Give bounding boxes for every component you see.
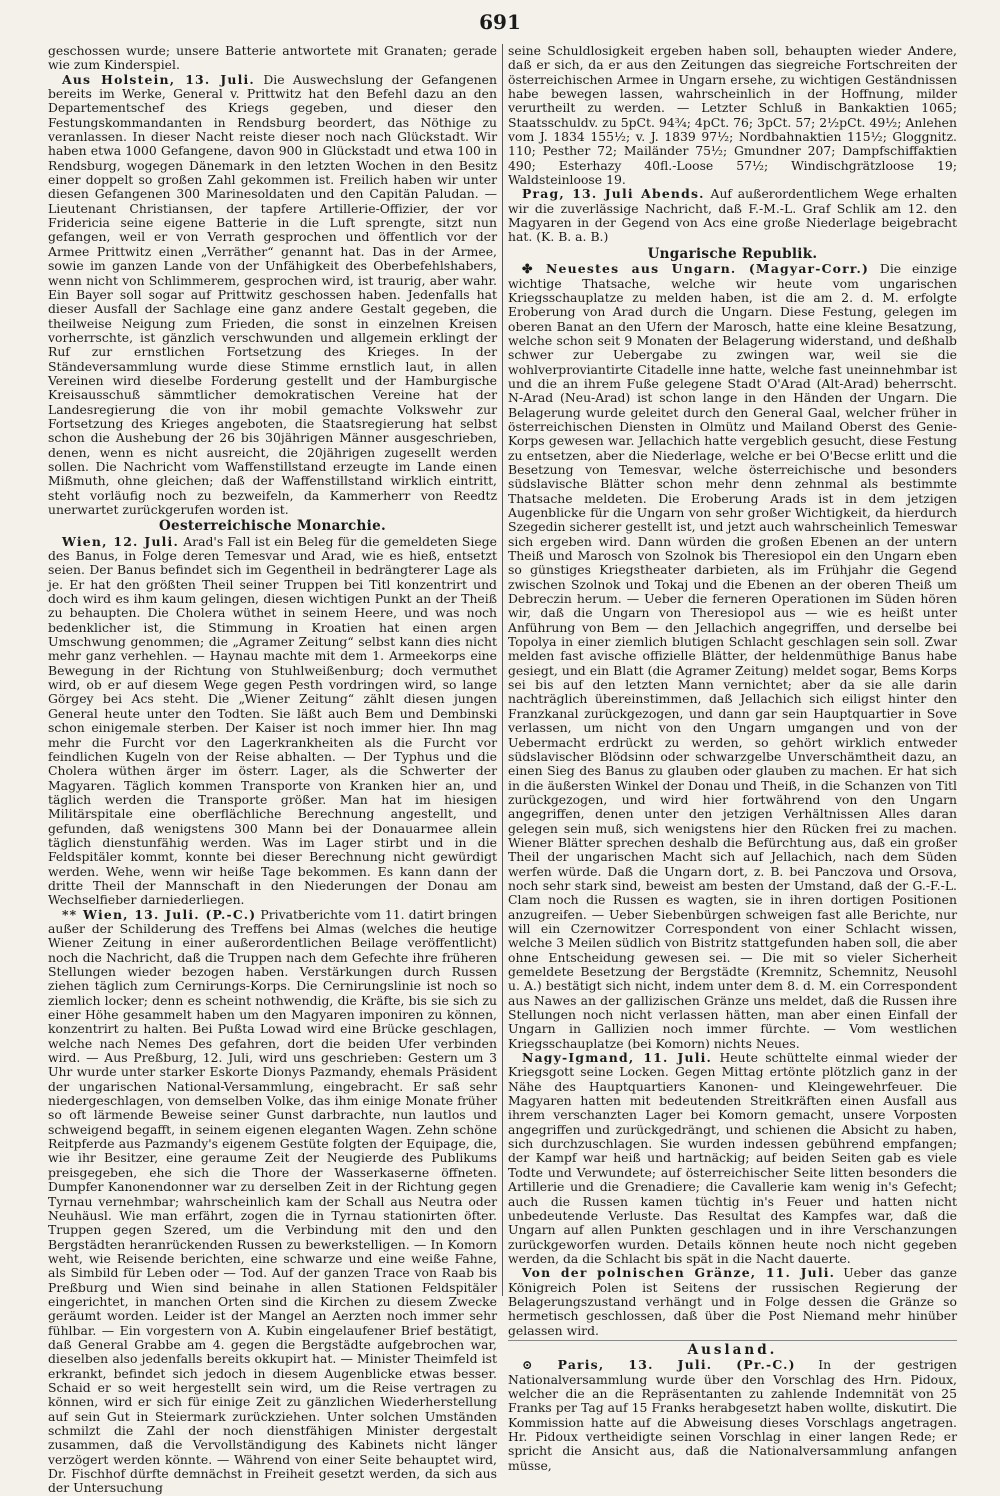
article-text: Privatberichte vom 11. datirt bringen außer der Schilderung des Treffens bei Almas (welches die heutige Wiener Zeitung in einer außerordentlichen Beilage veröffentlicht) noch die Nachricht, daß die Truppen nach dem Gefechte ihre früheren Stellungen wieder bezogen haben. Verstärkungen durch Russen ziehen täglich zum Cernirungs-Korps. Die Cernirungslinie ist noch so ziemlich locker; denn es scheint nothwendig, die Kräfte, bis sie sich zu einer Höhe gesammelt haben um den Magyaren imponiren zu können, konzentrirt zu halten. Bei Pußta Lowad wird eine Brücke geschlagen, welche nach Nemes Des gefahren, dort die beiden Ufer verbinden wird. — Aus Preßburg, 12. Juli, wird uns geschrieben: Gestern um 3 Uhr wurde unter starker Eskorte Dionys Pazmandy, ehemals Präsident der ungarischen National-Versammlung, eingebracht. Er saß sehr niedergeschlagen, von demselben Volke, das ihm einige Monate früher so oft lärmende Beweise seiner Gunst darbrachte, nun lautlos und schweigend begafft, in seinem eigenen eleganten Wagen. Zehn schöne Reitpferde aus Pazmandy's eigenem Gestüte folgten der Equipage, die, wie ihr Besitzer, eine geraume Zeit der Neugierde des Publikums preisgegeben, ehe sich die Thore der Wasserkaserne öffneten. Dumpfer Kanonendonner war zu derselben Zeit in der Richtung gegen Tyrnau vernehmbar; wahrscheinlich kam der Schall aus Neutra oder Neuhäusl. Wie man erfährt, zogen die in Tyrnau stationirten öfter. Truppen gegen Szered, um die Verbindung mit den und den Bergstädten heranrückenden Russen zu bewerkstelligen. — In Komorn weht, wie Reisende berichten, eine schwarze und eine weiße Fahne, als Simbild für Leben oder — Tod. Auf der ganzen Trace von Raab bis Preßburg und Wien sind beinahe in allen Stationen Feldspitäler eingerichtet, in manchen Orten sind die Kirchen zu diesem Zwecke geräumt worden. Leider ist der Mangel an Aerzten noch immer sehr fühlbar. — Ein vorgestern von A. Kubin eingelaufener Brief bestätigt, daß General Grabbe am 4. gegen die Bergstädte aufgebrochen war, dieselben also jedenfalls bereits okkupirt hat. — Minister Theimfeld ist erkrankt, befindet sich jedoch in diesem Augenblicke etwas besser. Schaid er so weit hergestellt sein wird, um die Reise vertragen zu können, wird er sich für einige Zeit zu gänzlichen Wiederherstellung auf sein Gut in Steiermark zurückziehen. Unter solchen Umständen schmilzt die Zahl der noch dienstfähigen Minister dergestalt zusammen, daß die Vervollständigung des Kabinets nicht länger verzögert werden könnte. — Während von einer Seite behauptet wird, Dr. Fischhof dürfte demnächst in Freiheit gesetzt werden, da sich aus der Untersuchung	[48, 906, 497, 1496]
article-holstein	[48, 73, 497, 518]
article-wien-12	[48, 535, 497, 908]
article-text: Ueber das ganze Königreich Polen ist Seitens der russischen Regierung der Belagerungszustand verhängt und in Folge dessen die Gränze so hermetisch geschlossen, daß über die Post Niemand mehr hinüber gelassen wird.	[508, 1265, 957, 1338]
article-text: Die Auswechslung der Gefangenen bereits im Werke, General v. Prittwitz hat den Befehl dazu an den Departementschef des Kriegs gegeben, und dieser den Festungskommandanten in Rendsburg beordert, das Nöthige zu veranlassen. In dieser Nacht reiste dieser noch nach Glückstadt. Wir haben etwa 1000 Gefangene, davon 900 in Glückstadt und etwa 100 in Rendsburg, wogegen Dänemark in den letzten Wochen in den Besitz einer doppelt so großen Zahl gekommen ist. Freilich haben wir unter diesen Gefangenen 300 Marinesoldaten und den Capitän Paludan. — Lieutenant Christiansen, der tapfere Artillerie-Offizier, der vor Fridericia seine eigene Batterie in die Luft sprengte, sitzt nun gefangen, weil er von Verrath gesprochen und öffentlich vor der Armee Prittwitz einen „Verräther“ genannt hat. Das in der Armee, sowie im ganzen Lande von der Unfähigkeit des Oberbefehlshabers, wenn nicht von Schlimmerem, gesprochen wird, ist traurig, aber wahr. Ein Bayer soll sogar auf Prittwitz geschossen haben. Jedenfalls hat dieser Ausfall der Sachlage eine ganz andere Gestalt gegeben, die theilweise Neigung zum Frieden, die sonst in einzelnen Kreisen vorherrschte, ist gänzlich verschwunden und allgemein erklingt der Ruf zur ernstlichen Fortsetzung des Krieges. In der Ständeversammlung wurde diese Stimme ernstlich laut, in allen Vereinen wird dieselbe Forderung gestellt und der Hamburgische Kreisausschuß sämmtlicher demokratischen Vereine hat der Landesregierung die von ihr mobil gemachte Volkswehr zur Fortsetzung des Krieges angeboten, die Staatsregierung hat selbst schon die Aushebung der 26 bis 30jährigen Männer ausgeschrieben, denen, wenn es nicht ausreicht, die 20jährigen zugesellt werden sollen. Die Nachricht vom Waffenstillstand erzeugte im Lande einen Mißmuth, ohne gleichen; daß der Waffenstillstand wirklich eintritt, steht vorläufig noch zu bezweifeln, da Kammerherr von Reedtz unerwartet zurückgerufen worden ist.	[48, 71, 497, 517]
article-polnische-graenze	[508, 1266, 957, 1338]
article-neuestes-ungarn	[508, 262, 957, 1051]
article-continuation: geschossen wurde; unsere Batterie antwortete mit Granaten; gerade wie zum Kinderspiel.	[48, 43, 497, 73]
article-continuation: seine Schuldlosigkeit ergeben haben soll, behaupten wieder Andere, daß er sich, da er aus den Zeitungen das siegreiche Fortschreiten der österreichischen Armee in Ungarn ersehe, zu wichtigen Geständnissen habe bewegen lassen, wahrscheinlich in der Hoffnung, milder verurtheilt zu werden. — Letzter Schluß in Bankaktien 1065; Staatsschuldv. zu 5pCt. 94¾; 4pCt. 76; 3pCt. 57; 2½pCt. 49½; Anlehen vom J. 1834 155½; v. J. 1839 97½; Nordbahnaktien 115½; Gloggnitz. 110; Pesther 72; Mailänder 75½; Gmundner 207; Dampfschiffaktien 490; Esterhazy 40fl.-Loose 57½; Windischgrätzloose 19; Waldsteinloose 19.	[508, 43, 957, 188]
article-paris	[508, 1358, 957, 1473]
article-text: In der gestrigen Nationalversammlung wurde über den Vorschlag des Hrn. Pidoux, welcher die an die Repräsentanten zu zahlende Indemnität von 25 Franks per Tag auf 15 Franks herabgesetzt haben wollte, diskutirt. Die Kommission hatte auf die Abweisung dieses Vorschlags angetragen. Hr. Pidoux vertheidigte seinen Vorschlag in einer langen Rede; er spricht die Ansicht aus, daß die Nationalversammlung anfangen müsse,	[508, 1357, 957, 1473]
dateline: Aus Holstein, 13. Juli.	[62, 71, 255, 87]
article-text: Auf außerordentlichem Wege erhalten wir die zuverlässige Nachricht, daß F.-M.-L. Graf Schlik am 12. den Magyaren in der Gegend von Acs eine große Niederlage beigebracht hat. (K. B. a. B.)	[508, 186, 957, 245]
article-nagy-igmand	[508, 1051, 957, 1266]
article-prag	[508, 187, 957, 244]
page-number: 691	[479, 10, 521, 34]
dateline: ⊙ Paris, 13. Juli. (Pr.-C.)	[522, 1357, 796, 1373]
article-text: Die einzige wichtige Thatsache, welche wir heute vom ungarischen Kriegsschauplatze zu melden haben, ist die am 2. d. M. erfolgte Eroberung von Arad durch die Ungarn. Diese Festung, gelegen im oberen Banat an den Ufern der Marosch, hatte eine kleine Besatzung, welche schon seit 9 Monaten der Belagerung widerstand, und deßhalb schwer zur Uebergabe zu zwingen war, weil sie die wohlverproviantirte Citadelle inne hatte, welche fast uneinnehmbar ist und die an ihrem Fuße gelegene Stadt O'Arad (Alt-Arad) beherrscht. N-Arad (Neu-Arad) ist schon lange in den Händen der Ungarn. Die Belagerung wurde geleitet durch den General Gaal, welcher früher in österreichischen Diensten in Olmütz und Mailand Oberst des Genie-Korps gewesen war. Jellachich hatte vergeblich gesucht, diese Festung zu entsetzen, aber die Niederlage, welche er bei O'Becse erlitt und die Besetzung von Temesvar, welche österreichische und besonders südslavische Blätter schon mehr denn zehnmal als bestimmte Thatsache meldeten. Die Eroberung Arads ist in dem jetzigen Augenblicke für die Ungarn von sehr großer Wichtigkeit, da hierdurch Szegedin sicherer gestellt ist, und jetzt auch wahrscheinlich Temeswar sich ergeben wird. Dann würden die großen Ebenen an der untern Theiß und Marosch von Szolnok bis Theresiopol ein den Ungarn eben so günstiges Kriegstheater darbieten, als im Frühjahr die Gegend zwischen Szolnok und Tokaj und die Ebenen an der oberen Theiß um Debreczin herum. — Ueber die ferneren Operationen im Süden hören wir, daß die Ungarn von Theresiopol aus — wie es heißt unter Anführung von Bem — den Jellachich angegriffen, und derselbe bei Topolya in einer ziemlich blutigen Schlacht geschlagen sein soll. Zwar melden fast avische offizielle Blätter, der heldenmüthige Banus habe gesiegt, und ein Blatt (die Agramer Zeitung) meldet sogar, Bems Korps sei bis auf den letzten Mann vernichtet; aber da sie alle darin nachträglich übereinstimmen, daß Jellachich sich eiligst hinter den Franzkanal zurückgezogen, und dann gar sein Hauptquartier in Sove verlassen, um nicht von den Ungarn umgangen und von der Uebermacht erdrückt zu werden, so gehört wirklich entweder südslavischer Blödsinn oder schwarzgelbe Unverschämtheit dazu, an einen Sieg des Banus zu glauben oder glauben zu machen. Er hat sich in die äußersten Winkel der Donau und Theiß, in die Schanzen von Titl zurückgezogen, und wird hier fortwährend von den Ungarn angegriffen, denen unter den jetzigen Verhältnissen Alles daran gelegen sein muß, sich wenigstens hier den Rücken frei zu machen. Wiener Blätter sprechen deshalb die Befürchtung aus, daß ein großer Theil der ungarischen Macht sich auf Jellachich, nach dem Süden werfen würde. Daß die Ungarn dort, z. B. bei Panczova und Orsova, noch sehr stark sind, beweist am besten der Umstand, daß der G.-F.-L. Clam noch die Russen es wagten, sie in ihren dortigen Positionen anzugreifen. — Ueber Siebenbürgen schweigen fast alle Berichte, nur will ein Czernowitzer Correspondent von einer Schlacht wissen, welche 3 Meilen südlich von Bistritz stattgefunden haben soll, die aber ohne Entscheidung gewesen sei. — Die mit so vieler Sicherheit gemeldete Besetzung der Bergstädte (Kremnitz, Schemnitz, Neusohl u. A.) bestätigt sich nicht, indem unter dem 8. d. M. ein Correspondent aus Nawes an der gallizischen Gränze uns meldet, daß die Russen ihre Stellungen noch nicht verlassen hätten, man aber einen Einfall der Ungarn in Gallizien noch immer fürchte. — Vom westlichen Kriegsschauplatze (bei Komorn) nichts Neues.	[508, 261, 957, 1051]
section-heading-ungarn: Ungarische Republik.	[647, 245, 818, 262]
dateline: ** Wien, 13. Juli. (P.-C.)	[62, 906, 257, 922]
left-column	[48, 43, 497, 1496]
section-heading-ausland: Ausland.	[508, 1340, 957, 1357]
dateline: Wien, 12. Juli.	[62, 533, 179, 549]
dateline: Prag, 13. Juli Abends.	[522, 186, 705, 202]
column-divider	[502, 44, 503, 1296]
article-text: Arad's Fall ist ein Beleg für die gemeldeten Siege des Banus, in Folge deren Temesvar und Arad, wie es hieß, entsetzt seien. Der Banus befindet sich im Gegentheil in bedrängterer Lage als je. Er hat den größten Theil seiner Truppen bei Titl konzentrirt und doch wird es ihm kaum gelingen, diesen wichtigen Punkt an der Theiß zu behaupten. Die Cholera wüthet in seinem Heere, und was noch bedenklicher ist, die Stimmung in Kroatien hat einen argen Umschwung genommen; die „Agramer Zeitung“ selbst kann dies nicht mehr ganz verhehlen. — Haynau machte mit dem 1. Armeekorps eine Bewegung in der Richtung von Stuhlweißenburg; doch vermuthet wird, ob er auf diesem Wege gegen Pesth vordringen wird, so lange Görgey bei Acs steht. Die „Wiener Zeitung“ zählt diesen jungen General heute unter den Todten. Sie läßt auch Bem und Dembinski schon einigemale sterben. Der Kaiser ist noch immer hier. Ihn mag mehr die Furcht vor den Lagerkrankheiten als die Furcht vor feindlichen Kugeln von der Reise abhalten. — Der Typhus und die Cholera wüthen ärger im österr. Lager, als die Schwerter der Magyaren. Täglich kommen Transporte von Kranken hier an, und täglich werden die Transporte größer. Man hat im hiesigen Militärspitale eine oberflächliche Berechnung angestellt, und gefunden, daß wenigstens 300 Mann bei der Donauarmee allein täglich dienstunfähig werden. Was im Lager stirbt und in die Feldspitäler kommt, konnte bei dieser Berechnung nicht gewürdigt werden. Wehe, wenn wir heiße Tage bekommen. Es kann dann der dritte Theil der Mannschaft in den Niederungen der Donau am Wechselfieber darniederliegen.	[48, 533, 497, 908]
dateline: ✤ Neuestes aus Ungarn. (Magyar-Corr.)	[522, 261, 870, 277]
article-wien-13	[48, 908, 497, 1496]
article-text: Heute schüttelte einmal wieder der Kriegsgott seine Locken. Gegen Mittag ertönte plötzlich ganz in der Nähe des Hauptquartiers Kanonen- und Kleingewehrfeuer. Die Magyaren hatten mit bedeutenden Streitkräften einen Ausfall aus ihrem verschanzten Lager bei Komorn gemacht, unsere Vorposten angegriffen und zurückgedrängt, und schienen die Absicht zu haben, sich durchzuschlagen. Sie wurden indessen gebührend empfangen; der Kampf war heiß und hartnäckig; auf beiden Seiten gab es viele Todte und Verwundete; auf österreichischer Seite litten besonders die Artillerie und die Grenadiere; die Cavallerie kam wenig in's Gefecht; auch die Russen kamen tüchtig in's Feuer und hatten nicht unbedeutende Verluste. Das Resultat des Kampfes war, daß die Ungarn auf allen Punkten geschlagen und in ihre Verschanzungen zurückgeworfen wurden. Details können heute noch nicht gegeben werden, da die Schlacht bis spät in die Nacht dauerte.	[508, 1050, 957, 1266]
dateline: Nagy-Igmand, 11. Juli.	[522, 1050, 713, 1066]
dateline: Von der polnischen Gränze, 11. Juli.	[522, 1265, 836, 1281]
section-heading-oesterreich: Oesterreichische Monarchie.	[159, 518, 386, 535]
right-column	[508, 43, 957, 1473]
